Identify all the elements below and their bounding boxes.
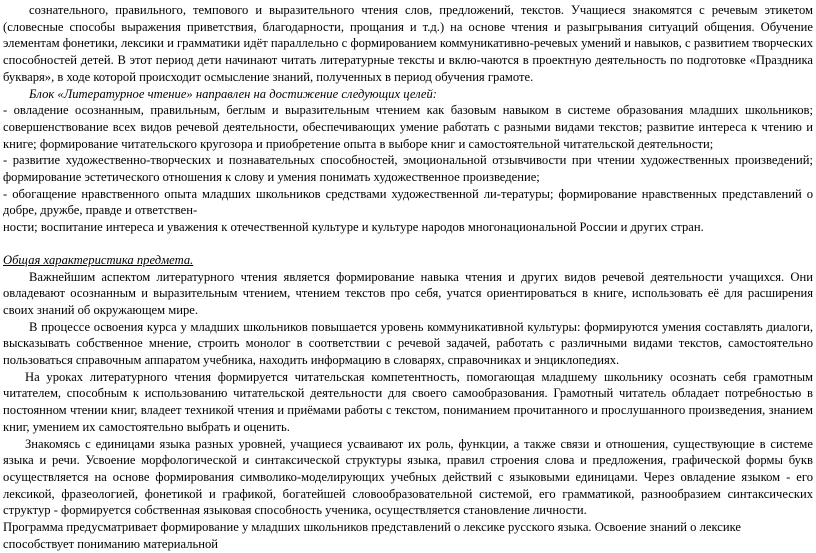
subject-characteristics-heading: Общая характеристика предмета. bbox=[3, 252, 194, 267]
goal-item-moral-continued: ности; воспитание интереса и уважения к отечественной культуре и культуре народов многонациональной России и других стран. bbox=[3, 220, 704, 235]
goal-item-creativity: - развитие художественно-творческих и познавательных способностей, эмоциональной отзывчивости при чтении художественных произведений; формирование эстетического отношения к слову и умения понимать художественное произведение; bbox=[3, 153, 813, 185]
paragraph-reading-aspect: Важнейшим аспектом литературного чтения является формирование навыка чтения и других видов речевой деятельности учащихся. Они овладевают осознанным и выразительным чтением, чтением текстов про себя, учатся ориентироваться в книге, использовать её для расширения своих знаний об окружающем мире. bbox=[3, 269, 813, 317]
goal-item-reading: - овладение осознанным, правильным, беглым и выразительным чтением как базовым навыком в системе образования младших школьников; совершенствование всех видов речевой деятельности, обеспечивающих умение работать с разными видами текстов; развитие интереса к чтению и книге; формирование читательского кругозора и приобретение опыта в выборе книг и самостоятельной читательской деятельности; bbox=[3, 103, 813, 151]
goal-item-moral: - обогащение нравственного опыта младших школьников средствами художественной ли-тературы; формирование нравственных представлений о добре, дружбе, правде и ответствен- bbox=[3, 186, 813, 218]
paragraph-communication: В процессе освоения курса у младших школьников повышается уровень коммуникативной культуры: формируются умения составлять диалоги, высказывать собственное мнение, строить монолог в соответствии с речевой задачей, работать с различными видами текстов, самостоятельно пользоваться справочным аппаратом учебника, находить информацию в словарях, справочниках и энциклопедиях. bbox=[3, 319, 813, 368]
block-goals-heading: Блок «Литературное чтение» направлен на достижение следующих целей: bbox=[29, 86, 437, 101]
paragraph-language-units: Знакомясь с единицами языка разных уровней, учащиеся усваивают их роль, функции, а также связи и отношения, существующие в системе языка и речи. Усвоение морфологической и синтаксической структуры языка, правил строения слова и предложения, графической формы букв осуществляется на основе формирования символико-моделирующих учебных действий с языковыми единицами. Через овладение языком - его лексикой, фразеологией, фонетикой и графикой, богатейшей словообразовательной системой, его грамматикой, разнообразием синтаксических структур - формируется собственная языковая способность ученика, осуществляется становление личности. bbox=[3, 436, 813, 518]
paragraph-intro: сознательного, правильного, темпового и выразительного чтения слов, предложений, текстов. Учащиеся знакомятся с речевым этикетом (словесные способы выражения приветствия, благодарности, прощания и т.д.) на основе чтения и разыгрывания ситуаций общения. Обучение элементам фонетики, лексики и грамматики идёт параллельно с формированием коммуникативно-речевых умений и навыков, с развитием творческих способностей детей. В этот период дети начинают читать литературные тексты и вклю-чаются в проектную деятельность по подготовке «Праздника букваря», в ходе которой происходит осмысление знаний, полученных в период обучения грамоте. bbox=[3, 3, 813, 84]
paragraph-program: Программа предусматривает формирование у младших школьников представлений о лексике русского языка. Освоение знаний о лексике способствует пониманию материальной bbox=[3, 520, 742, 551]
paragraph-competence: На уроках литературного чтения формируется читательская компетентность, помогающая младшему школьнику осознать себя грамотным читателем, способным к использованию читательской деятельности для своего самообразования. Грамотный читатель обладает потребностью в постоянном чтении книг, владеет техникой чтения и приёмами работы с текстом, пониманием прочитанного и прослушанного произведения, знанием книг, умением их самостоятельно выбрать и оценить. bbox=[3, 369, 813, 434]
